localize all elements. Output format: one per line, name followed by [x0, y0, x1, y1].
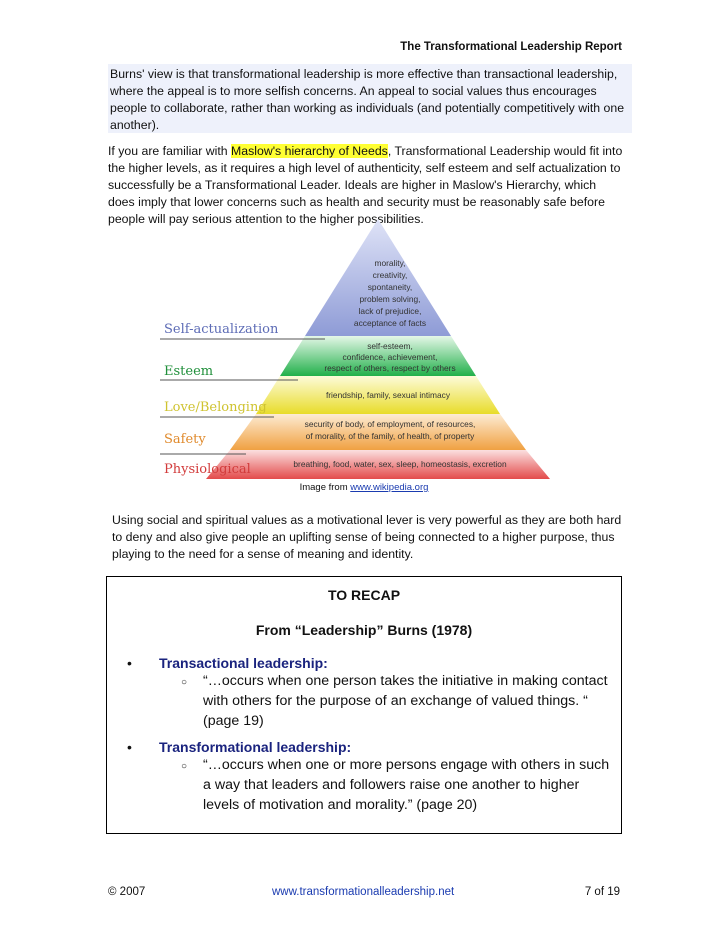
bullet-icon: •: [127, 739, 132, 755]
need-line: friendship, family, sexual intimacy: [325, 390, 451, 400]
label-love-belonging: Love/Belonging: [164, 400, 267, 415]
circle-bullet-icon: ○: [181, 761, 188, 772]
maslow-intro-text: If you are familiar with: [108, 144, 232, 158]
need-line: spontaneity,: [367, 282, 413, 292]
wikipedia-link[interactable]: www.wikipedia.org: [350, 482, 429, 493]
label-physiological: Physiological: [164, 462, 251, 477]
need-line: problem solving,: [359, 294, 421, 304]
paragraph-burns-view: Burns' view is that transformational leadership is more effective than transactional leadership, where the appeal is to more selfish concerns. An appeal to social values thus encourages people to collaborate, rather than working as individuals (and potentially competitively with one another).: [108, 64, 632, 133]
transformational-quote: “…occurs when one or more persons engage with others in such a way that leaders and followers raise one another to higher levels of motivation and morality.” (page 20): [203, 757, 610, 813]
bullet-icon: •: [127, 655, 132, 671]
paragraph-social-values: Using social and spiritual values as a motivational lever is very powerful as they are both hard to deny and also give people an uplifting sense of being connected to a higher purpose, thus playing to the need for a sense of meaning and identity.: [112, 513, 622, 561]
circle-bullet-icon: ○: [181, 677, 188, 688]
label-self-actualization: Self-actualization: [164, 322, 279, 337]
need-line: breathing, food, water, sex, sleep, homeostasis, excretion: [293, 459, 507, 469]
need-line: morality,: [374, 258, 406, 268]
transactional-term: Transactional leadership:: [159, 655, 328, 671]
need-line: self-esteem,: [367, 341, 413, 351]
label-esteem: Esteem: [164, 364, 214, 379]
label-safety: Safety: [164, 432, 206, 447]
need-line: creativity,: [372, 270, 408, 280]
recap-subtitle: From “Leadership” Burns (1978): [255, 622, 473, 638]
image-caption: [0, 482, 728, 493]
recap-box: [106, 576, 622, 834]
transactional-quote: “…occurs when one person takes the initiative in making contact with others for the purpose of an exchange of valued things. “ (page 19): [203, 673, 608, 729]
need-line: lack of prejudice,: [358, 306, 422, 316]
footer-website-link[interactable]: www.transformationalleadership.net: [272, 886, 455, 898]
report-title: The Transformational Leadership Report: [400, 41, 622, 53]
transformational-term: Transformational leadership:: [159, 739, 352, 755]
need-line: confidence, achievement,: [342, 352, 438, 362]
maslow-pyramid: [150, 214, 570, 484]
maslow-highlight: Maslow's hierarchy of Needs: [231, 144, 388, 158]
need-line: acceptance of facts: [353, 318, 427, 328]
need-line: of morality, of the family, of health, of property: [305, 431, 475, 441]
maslow-rest-text: , Transformational Leadership would fit into the higher levels, as it requires a high level of authenticity, self esteem and self actualization to successfully be a Transformational Leader. Ideals are higher in Maslow's Hierarchy, which does imply that lower concerns such as health and security must be reasonably safe before people will pay serious attention to the higher possibilities.: [108, 144, 623, 226]
footer-copyright: © 2007: [108, 886, 146, 898]
need-line: respect of others, respect by others: [324, 363, 456, 373]
caption-prefix: Image from: [299, 482, 351, 493]
recap-title: TO RECAP: [327, 587, 401, 603]
page-number: 7 of 19: [584, 886, 620, 898]
need-line: security of body, of employment, of resources,: [304, 419, 476, 429]
